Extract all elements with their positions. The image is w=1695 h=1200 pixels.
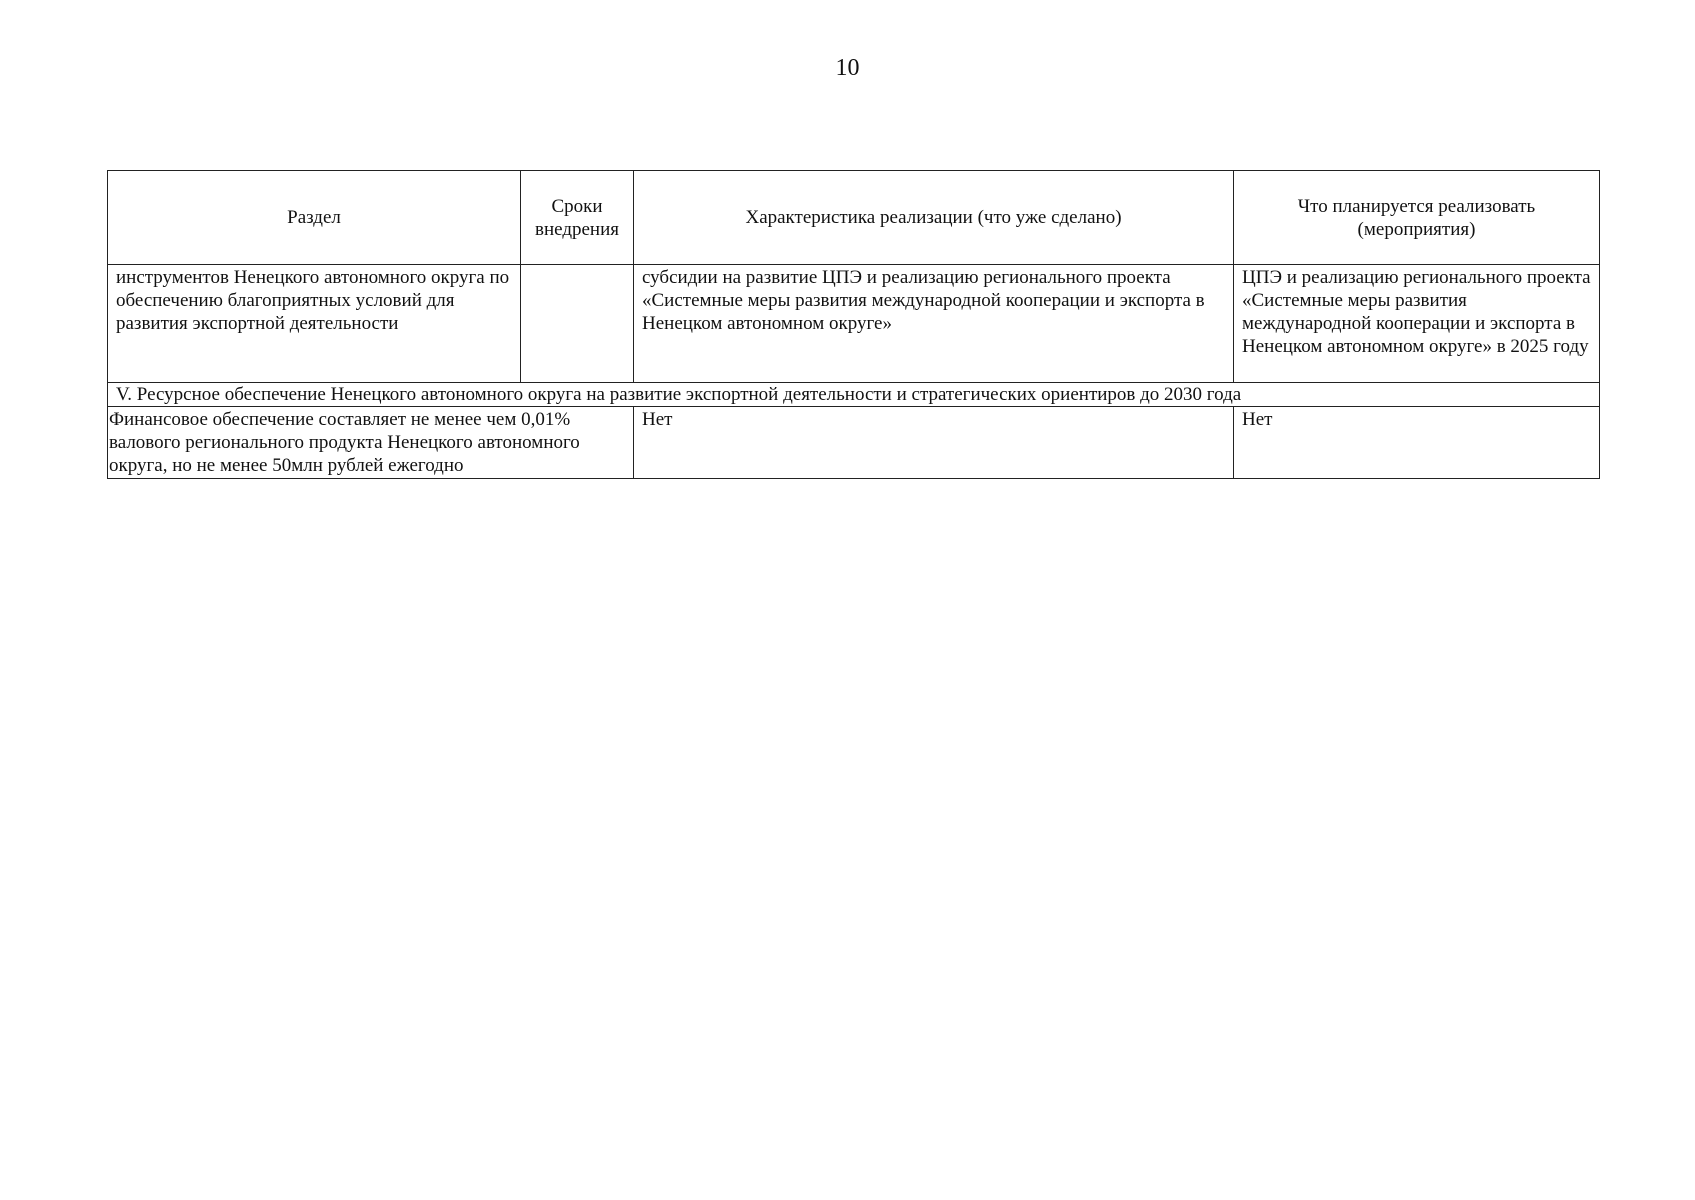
section-v-row (108, 383, 1600, 407)
row2-section: Финансовое обеспечение составляет не менее чем 0,01% валового регионального продукта Ненецкого автономного округа, но не менее 50млн рублей ежегодно (108, 407, 634, 479)
header-section: Раздел (108, 171, 521, 265)
row2-planned: Нет (1234, 407, 1600, 479)
row1-characteristics: субсидии на развитие ЦПЭ и реализацию регионального проекта «Системные меры развития международной кооперации и экспорта в Ненецком автономном округе» (634, 265, 1234, 383)
section-v-title: V. Ресурсное обеспечение Ненецкого автономного округа на развитие экспортной деятельности и стратегических ориентиров до 2030 года (108, 383, 1600, 407)
header-characteristics: Характеристика реализации (что уже сделано) (634, 171, 1234, 265)
table-row (108, 265, 1600, 383)
row1-section: инструментов Ненецкого автономного округа по обеспечению благоприятных условий для развития экспортной деятельности (108, 265, 521, 383)
row1-timing (521, 265, 634, 383)
header-timing: Сроки внедрения (521, 171, 634, 265)
table-row (108, 407, 1600, 479)
row1-planned: ЦПЭ и реализацию регионального проекта «Системные меры развития международной кооперации и экспорта в Ненецком автономном округе» в 2025 году (1234, 265, 1600, 383)
header-planned: Что планируется реализовать (мероприятия) (1234, 171, 1600, 265)
row2-characteristics: Нет (634, 407, 1234, 479)
document-table (107, 170, 1600, 479)
table-header-row (108, 171, 1600, 265)
page-number: 10 (835, 55, 860, 81)
